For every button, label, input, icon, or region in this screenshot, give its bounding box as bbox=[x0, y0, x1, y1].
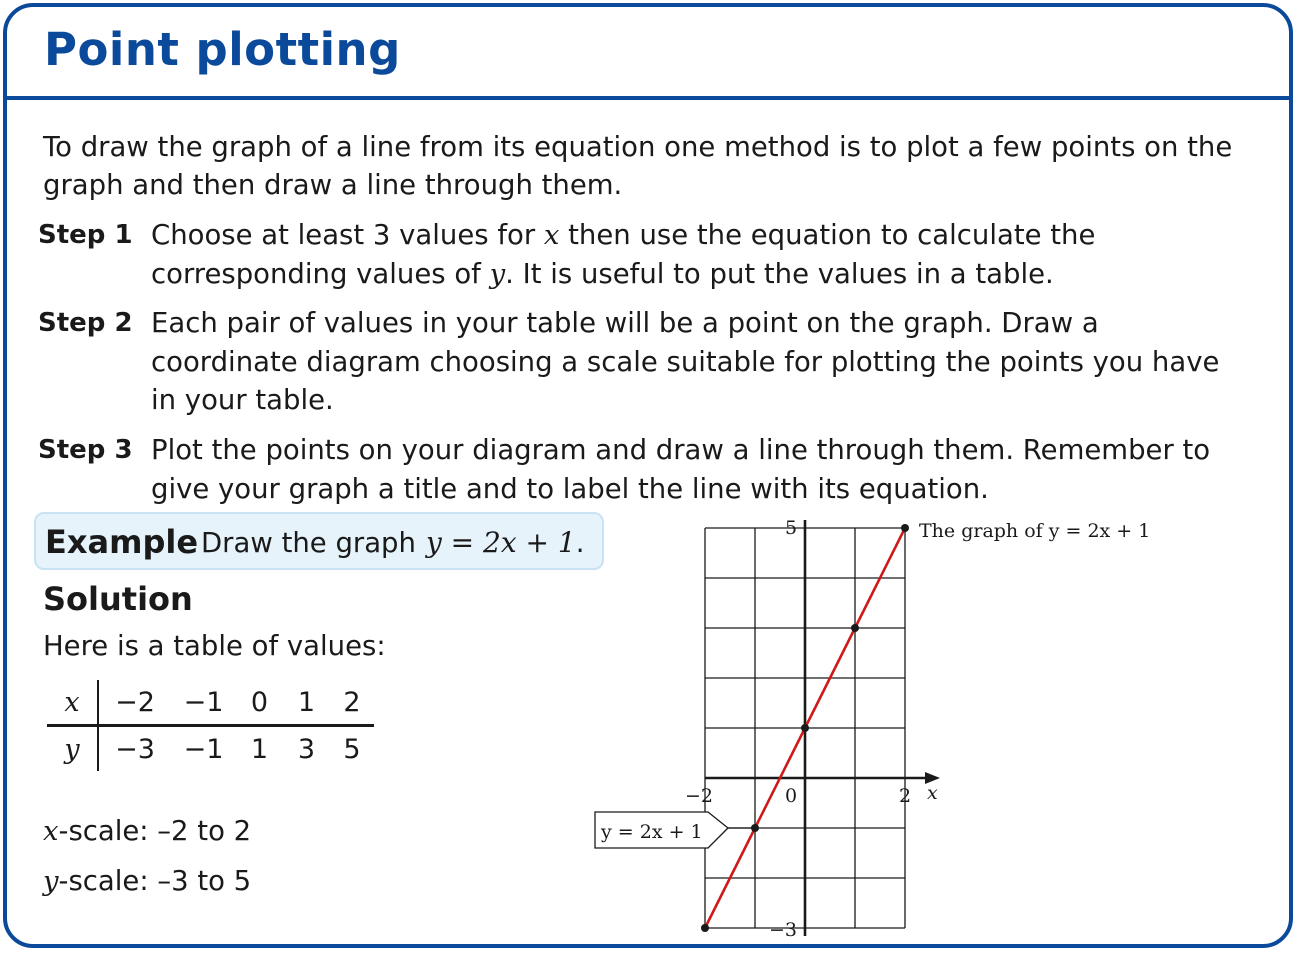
table-cell: −1 bbox=[171, 680, 236, 726]
data-point bbox=[901, 524, 909, 532]
step-1-text-a: Choose at least 3 values for bbox=[151, 219, 544, 251]
data-point bbox=[851, 624, 859, 632]
intro-paragraph: To draw the graph of a line from its equation one method is to plot a few points on the graph and then draw a line through them. bbox=[43, 131, 1233, 201]
y-scale-text: -scale: –3 to 5 bbox=[58, 865, 252, 897]
table-cell: −2 bbox=[98, 680, 171, 726]
page-title: Point plotting bbox=[44, 23, 401, 76]
table-header-y: y bbox=[47, 726, 98, 772]
table-cell: 1 bbox=[283, 680, 330, 726]
table-cell: −1 bbox=[183, 733, 224, 765]
x-tick-label-max: 2 bbox=[898, 785, 912, 807]
data-point bbox=[801, 724, 809, 732]
example-equation: y = 2x + 1 bbox=[425, 526, 576, 559]
x-scale-var: x bbox=[43, 815, 59, 847]
table-intro: Here is a table of values: bbox=[43, 630, 386, 662]
step-2-label: Step 2 bbox=[38, 308, 133, 338]
step-1-var-y: y bbox=[489, 257, 506, 290]
step-3-label: Step 3 bbox=[38, 435, 133, 465]
y-tick-label-min: −3 bbox=[768, 919, 798, 941]
x-scale-text: -scale: –2 to 2 bbox=[58, 815, 252, 847]
table-cell: 5 bbox=[343, 733, 361, 765]
example-prompt: Draw the graph bbox=[201, 527, 416, 559]
line-label: y = 2x + 1 bbox=[601, 821, 703, 843]
step-1-text-c: . It is useful to put the values in a table. bbox=[505, 257, 1054, 290]
table-cell: 0 bbox=[236, 680, 283, 726]
step-1-var-x: x bbox=[543, 219, 560, 251]
step-2-text: Each pair of values in your table will be a point on the graph. Draw a coordinate diagram choosing a scale suitable for plotting the points you have in your table. bbox=[151, 307, 1220, 416]
table-header-x: x bbox=[47, 680, 98, 726]
origin-label: 0 bbox=[784, 785, 798, 807]
table-cell: −3 bbox=[115, 733, 155, 765]
step-1-text-b: then use the equation to calculate the corresponding values of bbox=[151, 219, 1096, 290]
step-1-label: Step 1 bbox=[38, 220, 133, 250]
graph-title: The graph of y = 2x + 1 bbox=[919, 520, 1151, 542]
x-axis-label: x bbox=[927, 782, 938, 804]
y-tick-label-max: 5 bbox=[784, 517, 798, 539]
solution-title: Solution bbox=[43, 580, 193, 618]
table-cell: 2 bbox=[330, 680, 374, 726]
table-cell: 1 bbox=[250, 733, 269, 765]
table-cell: 3 bbox=[297, 733, 316, 765]
data-point bbox=[701, 924, 709, 932]
x-tick-label-min: −2 bbox=[684, 785, 714, 807]
example-end: . bbox=[575, 527, 585, 559]
step-3-text: Plot the points on your diagram and draw a line through them. Remember to give your graph a title and to label the line with its equation. bbox=[151, 434, 1211, 505]
example-label: Example bbox=[45, 523, 199, 561]
y-scale-var: y bbox=[43, 865, 59, 897]
